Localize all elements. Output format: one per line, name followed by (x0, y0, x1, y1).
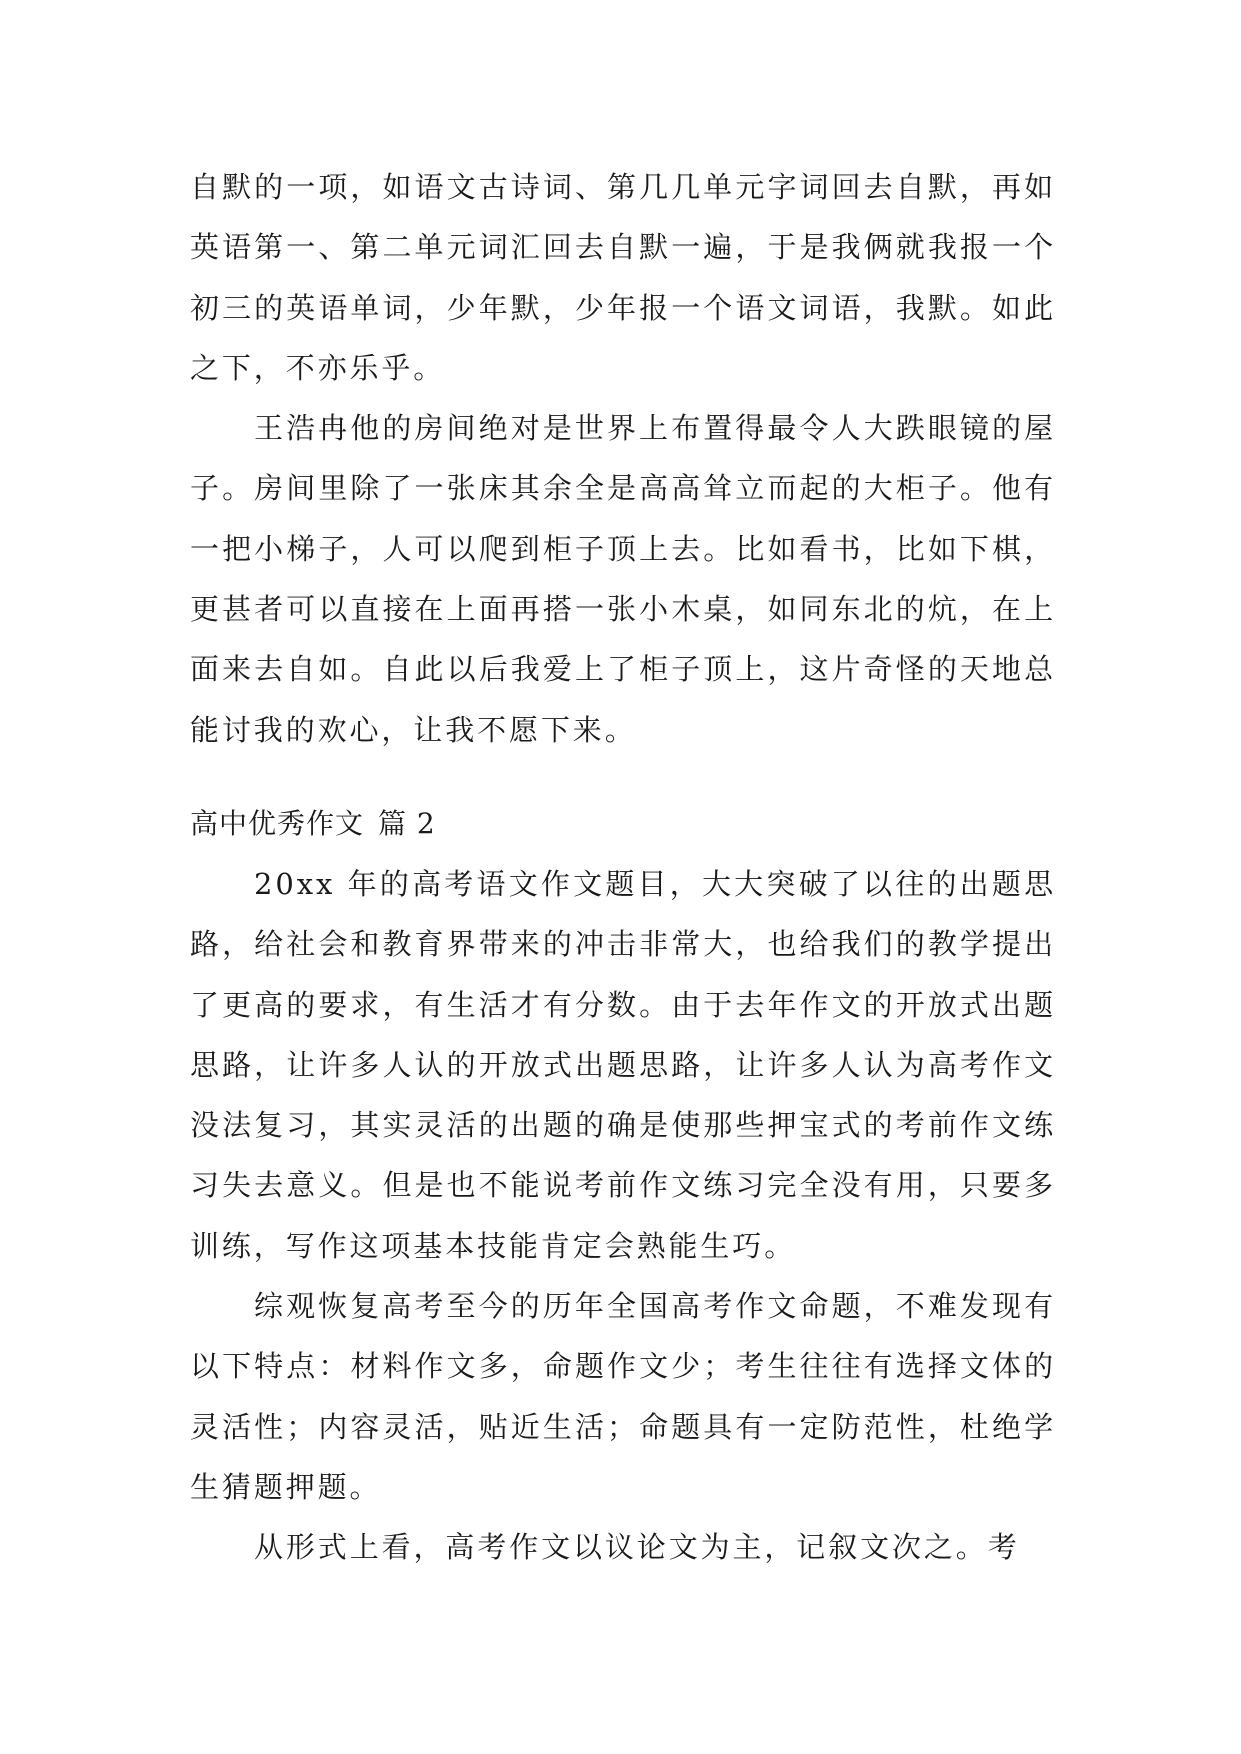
heading-title: 高中优秀作文 (190, 806, 365, 840)
heading-section-number: 篇 2 (378, 806, 436, 840)
paragraph: 综观恢复高考至今的历年全国高考作文命题，不难发现有以下特点：材料作文多，命题作文少；考生往往有选择文体的灵活性；内容灵活，贴近生活；命题具有一定防范性，杜绝学生猜题押题。 (190, 1289, 1056, 1504)
paragraph: 王浩冉他的房间绝对是世界上布置得最令人大跌眼镜的屋子。房间里除了一张床其余全是高高耸立而起的大柜子。他有一把小梯子，人可以爬到柜子顶上去。比如看书，比如下棋，更甚者可以直接在上面再搭一张小木桌，如同东北的炕，在上面来去自如。自此以后我爱上了柜子顶上，这片奇怪的天地总能讨我的欢心，让我不愿下来。 (190, 411, 1056, 747)
paragraph: 自默的一项，如语文古诗词、第几几单元字词回去自默，再如英语第一、第二单元词汇回去自默一遍，于是我俩就我报一个初三的英语单词，少年默，少年报一个语文词语，我默。如此之下，不亦乐乎。 (190, 170, 1056, 385)
paragraph: 从形式上看，高考作文以议论文为主，记叙文次之。考 (254, 1530, 1020, 1565)
section-heading (190, 794, 1056, 854)
document-body (190, 157, 1056, 1578)
paragraph: 20xx 年的高考语文作文题目，大大突破了以往的出题思路，给社会和教育界带来的冲击非常大，也给我们的教学提出了更高的要求，有生活才有分数。由于去年作文的开放式出题思路，让许多人认的开放式出题思路，让许多人认为高考作文没法复习，其实灵活的出题的确是使那些押宝式的考前作文练习失去意义。但是也不能说考前作文练习完全没有用，只要多训练，写作这项基本技能肯定会熟能生巧。 (190, 866, 1056, 1263)
